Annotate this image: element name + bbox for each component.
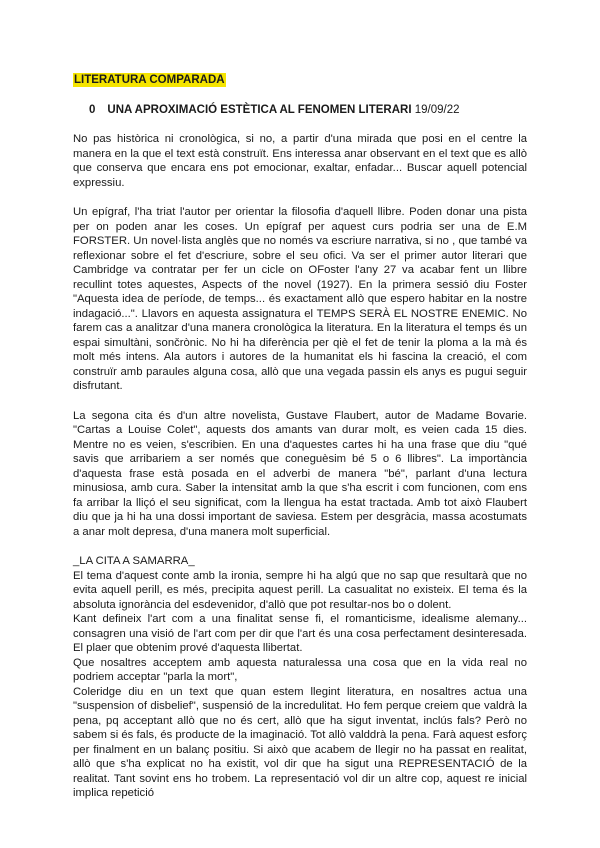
section-cita-samarra (73, 554, 527, 801)
section-line: El tema d'aquest conte amb la ironia, sempre hi ha algú que no sap que resultarà que no evita aquell perill, es més, precipita aquest perill. La casualitat no existeix. El tema és la absoluta ignorància del esdevenidor, d'allò que pot resultar-nos bo o dolent. (73, 569, 527, 611)
section-subtitle (89, 103, 527, 117)
section-line: Kant defineix l'art com a una finalitat sense fi, el romanticisme, idealisme alemany... consagren una visió de l'art com per dir que l'art és una cosa perfectament desinteresada. El plaer que obtenim prové d'aquesta llibertat. (73, 613, 527, 654)
section-line: Coleridge diu en un text que quan estem llegint literatura, en nosaltres actua una "suspension of disbelief", suspensió de la incredulitat. Ho fem perque creiem que valdrà la pena, pq acceptant allò que no és cert, allò que ha sigut inventat, inclús fals? Però no sabem si és fals, és producte de la imaginació. Tot allò valddrà la pena. Farà aquest esforç per finalment en un balanç positiu. Si això que acabem de llegir no ha passat en realitat, allò que s'ha explicat no ha existit, vol dir que ha sigut una REPRESENTACIÓ de la realitat. Tant sovint ens ho trobem. La representació vol dir un altre cop, aquest re inicial implica repetició (73, 685, 527, 799)
paragraph-epigraph-forster: Un epígraf, l'ha triat l'autor per orientar la filosofia d'aquell llibre. Poden donar una pista per on poden anar les coses. Un epígraf per aquest curs podria ser una de E.M FORSTER. Un novel·lista anglès que no només va escriure narrativa, si no , que també va reflexionar sobre el fet d'escriure, sobre el seu ofici. Va ser el primer autor literari que Cambridge va contratar per fer un cicle on OFoster l'any 27 va acabar fent un llibre recullint totes aquestes, Aspects of the novel (1927). En la primera sessió diu Foster "Aquesta idea de període, de temps... és exactament allò que espero habitar en la nostre indagació...". Llavors en aquesta assignatura el TEMPS SERÀ EL NOSTRE ENEMIC. No farem cas a analitzar d'una manera cronològica la literatura. En la literatura el temps és un espai simultàni, sončrònic. No hi ha diferència per qiè el fet de tenir la ploma a la mà és molt més intens. Ala autors i autores de la humanitat els hi fascina la creació, el com construïr amb paraules alguna cosa, allò que una vegada passin els anys es pugui seguir disfrutant. (73, 206, 527, 392)
section-line: Que nosaltres acceptem amb aquesta naturalessa una cosa que en la vida real no podriem acceptar "parla la mort", (73, 656, 527, 683)
paragraph-intro: No pas històrica ni cronològica, si no, a partir d'una mirada que posi en el centre la manera en la que el text està construït. Ens interessa anar observant en el text que es allò que conserva que encara ens pot emocionar, exaltar, enfadar... Buscar aquell potencial expressiu. (73, 133, 527, 189)
section-heading: _LA CITA A SAMARRA_ (73, 555, 195, 567)
subtitle-date: 19/09/22 (414, 104, 460, 116)
paragraph-epigraph-flaubert: La segona cita és d'un altre novelista, Gustave Flaubert, autor de Madame Bovarie. "Cartas a Louise Colet", aquests dos amants van durar molt, es veien cada 15 dies. Mentre no es veien, s'escribien. En una d'aquestes cartes hi ha una frase que diu "qué savis que arribariem a ser només que coneguèsim bé 5 o 6 llibres". La importància d'aquesta frase està posada en el adverbi de manera "bé", parlant d'una lectura minusiosa, amb cura. Saber la intensitat amb la que s'ha escrit i com funcionen, com ens fa arribar la lliçó el seu significat, com la llengua ha estat tractada. Amb tot això Flaubert diu que ja hi ha una dossi important de saviesa. Estem per desgràcia, massa acostumats a anar molt depresa, d'una manera molt superficial. (73, 409, 527, 538)
subtitle-text: UNA APROXIMACIÓ ESTÈTICA AL FENOMEN LITERARI (107, 104, 412, 116)
document-title: LITERATURA COMPARADA (74, 74, 225, 86)
document-page (73, 70, 527, 801)
subtitle-number: 0 (89, 104, 96, 116)
